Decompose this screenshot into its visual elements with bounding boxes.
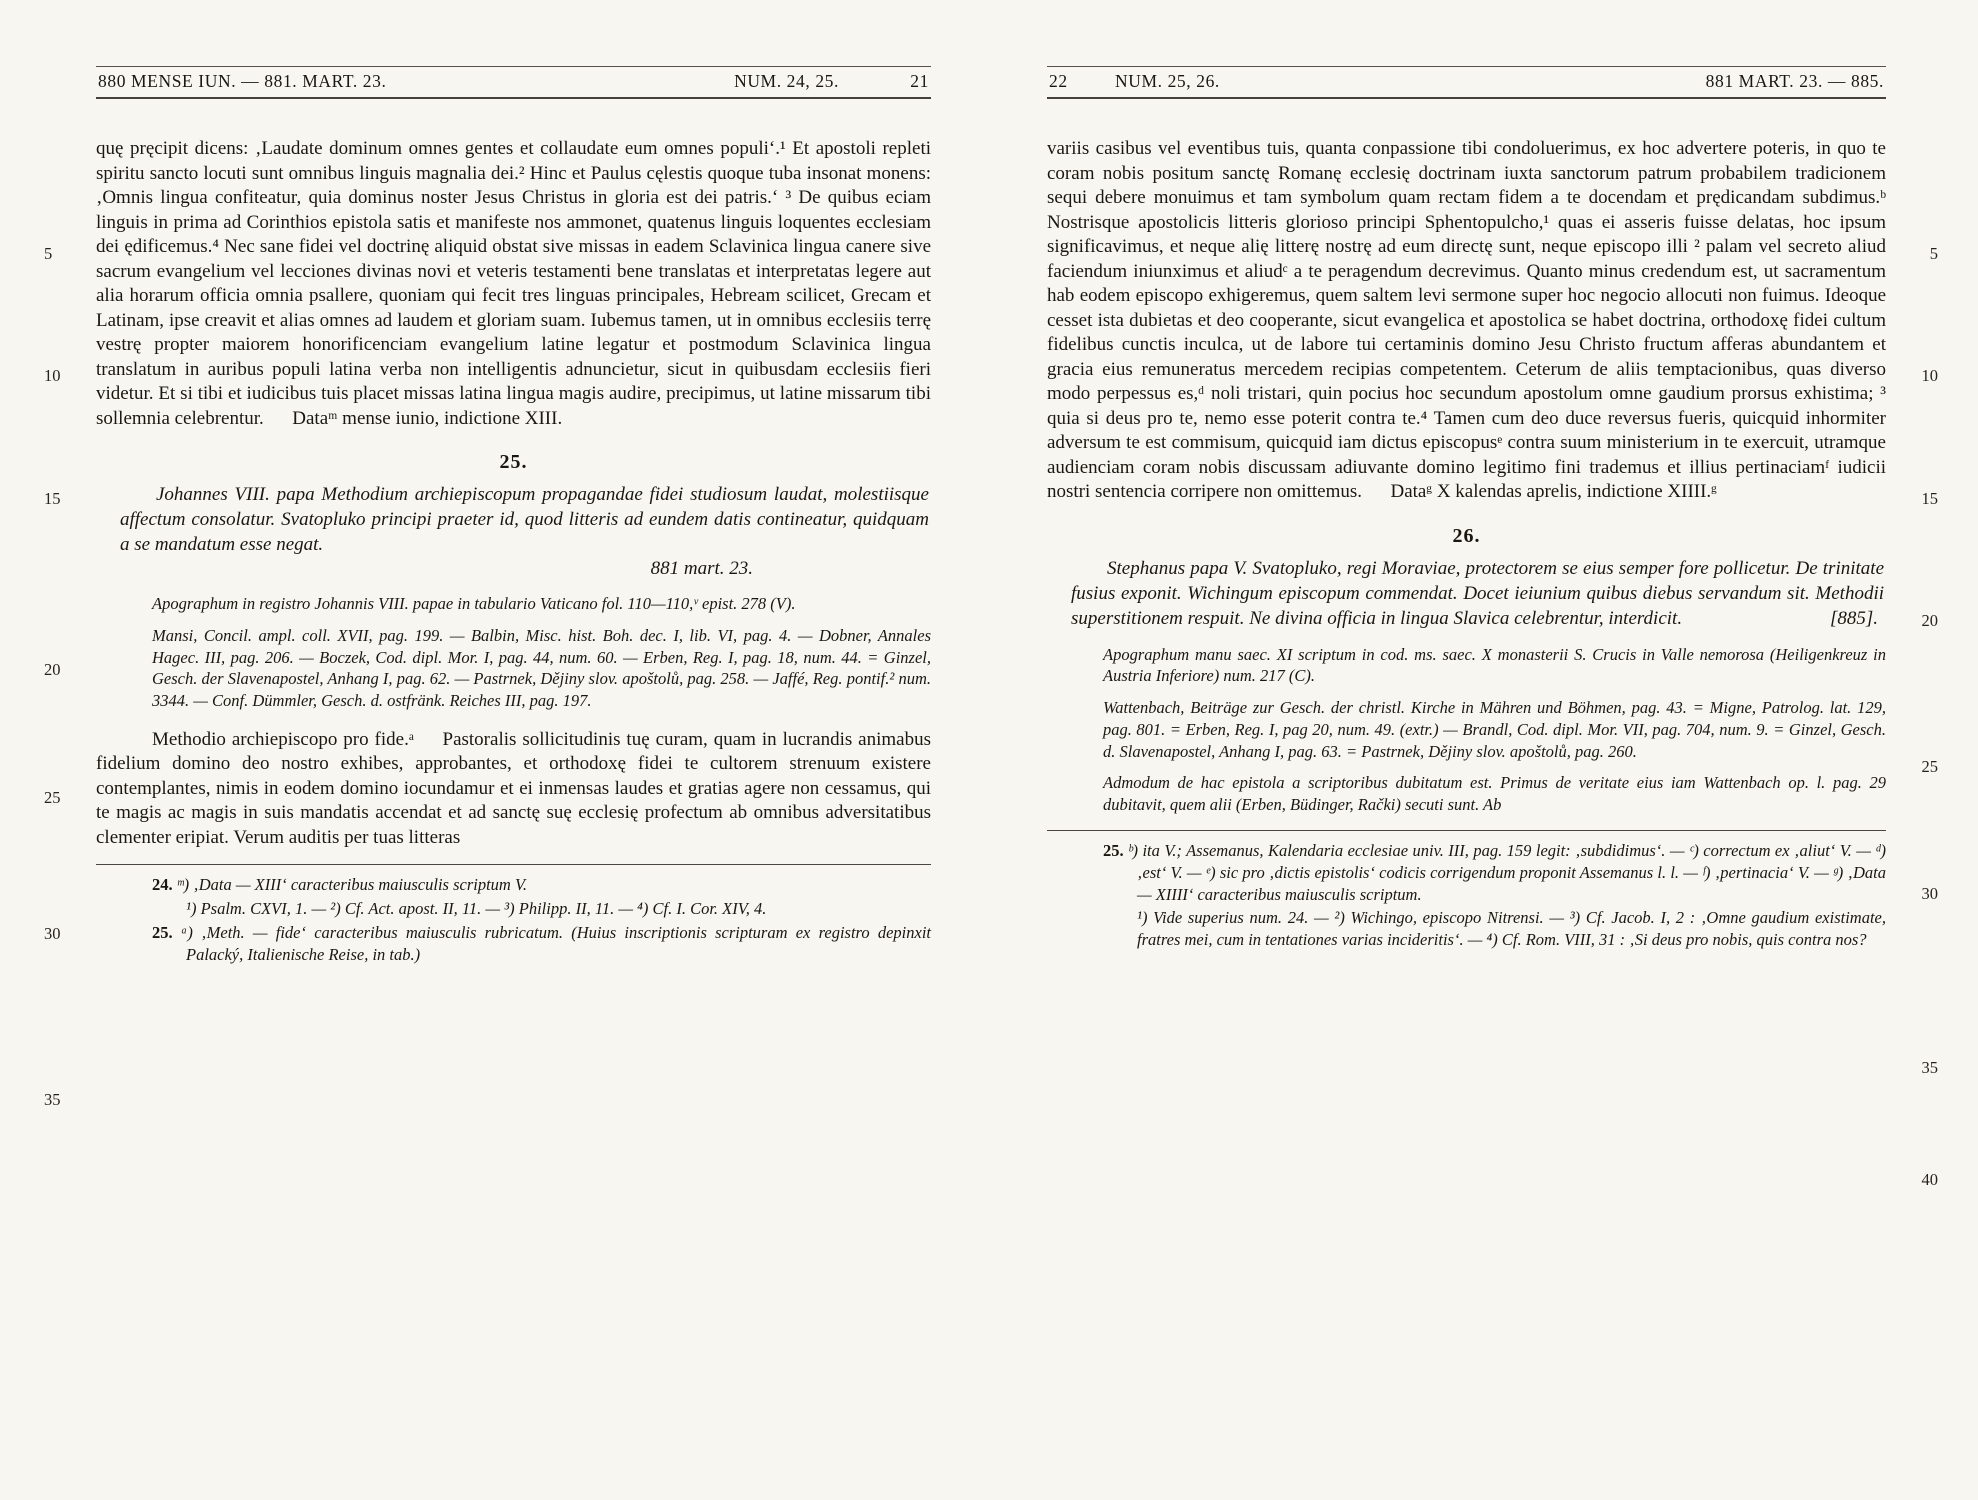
line-number: 30 (1921, 884, 1938, 903)
line-number: 30 (44, 924, 61, 943)
footnote (1103, 907, 1886, 951)
document-25-body-continued: variis casibus vel eventibus tuis, quanta conpassione tibi condoluerimus, ex hoc advertere poteris, in quo te coram nobis positum sanctę Romanę ecclesię doctrinam iuxta sanctorum patrum probabilem tradicionem sequi debere monuimus et tam symbolum quam rectam fidem a te docendam et prędicandam subdimus.ᵇ Nostrisque apostolicis litteris glorioso principi Sphentopulcho,¹ quas ei asseris fuisse delatas, hoc ipsum significavimus, et neque alię litterę nostrę ad eum directę sunt, neque episcopo illi ² palam vel secreto aliud faciendum iniunximus et aliudᶜ a te peragendum decrevimus. Quanto minus credendum est, ut sacramentum hab eodem episcopo exhigeremus, quem saltem levi sermone super hoc negocio allocuti non fuimus. Ideoque cesset ista dubietas et deo cooperante, sicut evangelica et apostolica se habet doctrina, orthodoxę fidei cultum fidelibus cunctis inculca, ut de labore tui certaminis domino Jesu Christo fructum afferas abundantem et gracia eius remuneratus mercedem recipias competentem. Ceterum de aliis temptacionibus, quas diverso modo perpessus es,ᵈ noli tristari, quin pocius hoc secundum apostolum omne gaudium prorsus exhistima; ³ quia si deus pro te, nemo esse poterit contra te.⁴ Tamen cum deo duce reversus fueris, quicquid inhormiter adversum te est commisum, quicquid iam dictus episcopusᵉ contra suum ministerium in te exercuit, utramque audienciam coram nobis discussam adiuvante domino legitimo fini trademus et illius pertinaciamᶠ iudicii nostri sentencia corripere non omittemus. Dataᵍ X kalendas aprelis, indictione XIIII.ᵍ (1047, 138, 1886, 502)
footnote-text: ᵇ) ita V.; Assemanus, Kalendaria ecclesiae univ. III, pag. 159 legit: ‚subdidimus‘. — ᶜ) correctum ex ‚aliut‘ V. — ᵈ) ‚est‘ V. — ᵉ) sic pro ‚dictis epistolis‘ codicis corrigendum proponit Assemanus l. l. — ᶠ) ‚pertinacia‘ V. — ᵍ) ‚Data — XIIII‘ caracteribus maiusculis scriptum. (1123, 841, 1886, 904)
running-head-nums: NUM. 25, 26. (1115, 71, 1220, 91)
apparatus-source: Apographum in registro Johannis VIII. papae in tabulario Vaticano fol. 110—110,ᵛ epist. 278 (V). (152, 594, 796, 613)
document-24-body: quę pręcipit dicens: ‚Laudate dominum omnes gentes et collaudate eum omnes populi‘.¹ Et apostoli repleti spiritu sancto locuti sunt omnibus linguis magnalia dei.² Hinc et Paulus cęlestis quoque tuba insonat monens: ‚Omnis lingua confiteatur, quia dominus noster Jesus Christus in gloria est dei patris.‘ ³ De quibus eciam linguis in prima ad Corinthios epistola satis et manifeste nos ammonet, quatenus linguis loquentes ecclesiam dei ędificemus.⁴ Nec sane fidei vel doctrinę aliquid obstat sive missas in eadem Sclavinica lingua canere sive sacrum evangelium vel lecciones divinas novi et veteris testamenti bene translatas et interpretatas legere aut alia horarum officia omnia psallere, quoniam qui fecit tres linguas principales, Hebream scilicet, Grecam et Latinam, ipse creavit et alias omnes ad laudem et gloriam suam. Iubemus tamen, ut in omnibus ecclesiis terrę vestrę propter maiorem honorificenciam evangelium latine legatur et postmodum Sclavinica lingua translatum in auribus populi latina verba non intelligentis adnuncietur, sicut in quibusdam ecclesiis fieri videtur. Et si tibi et iudicibus tuis placet missas latina lingua magis audire, precipimus, ut latine missarum tibi sollemnia celebrentur. Dataᵐ mense iunio, indictione XIII. (96, 138, 931, 429)
apparatus-note: Admodum de hac epistola a scriptoribus dubitatum est. Primus de veritate eius iam Wattenbach op. l. pag. 29 dubitavit, quem alii (Erben, Büdinger, Rački) secuti sunt. Ab (1103, 773, 1886, 815)
apparatus-editions: Wattenbach, Beiträge zur Gesch. der christl. Kirche in Mähren und Böhmen, pag. 43. = Migne, Patrolog. lat. 129, pag. 801. = Erben, Reg. I, pag 20, num. 49. (extr.) — Brandl, Cod. dipl. Mor. VII, pag. 704, num. 9. = Ginzel, Gesch. d. Slavenapostel, Anhang I, pag. 63. = Pastrnek, Dějiny slov. apoštolů, pag. 260. (1103, 698, 1886, 761)
footnote-text: ᵐ) ‚Data — XIII‘ caracteribus maiusculis scriptum V. (172, 875, 528, 895)
line-number: 25 (1921, 757, 1938, 776)
document-25-body: Methodio archiepiscopo pro fide.ᵃ Pastoralis sollicitudinis tuę curam, quam in lucrandis animabus fidelium domino deo nostro exhibes, approbantes, et orthodoxę fidei te cultorem strenuum existere contemplantes, nimis in eodem domino iocundamur et ei inmensas laudes et gratias agere non cessamus, qui te magis ac magis in suis mandatis accendat et ad sanctę suę ecclesię profectum ab omnibus adversitatibus clementer eripiat. Verum auditis per tuas litteras (96, 728, 931, 848)
footnote-text: ¹) Psalm. CXVI, 1. — ²) Cf. Act. apost. II, 11. — ³) Philipp. II, 11. — ⁴) Cf. I. Cor. XIV, 4. (186, 899, 767, 919)
footnote-number: 24. (152, 875, 173, 895)
footnote-number: 25. (1103, 841, 1124, 861)
section-number-25: 25. (499, 451, 528, 473)
footnote-rule (1047, 830, 1886, 831)
summary-text: Stephanus papa V. Svatopluko, regi Moraviae, protectorem se eius semper fore pollicetur. De trinitate fusius exponit. Wichingum episcopum commendat. Docet ieiunium quibus diebus servandum sit. Methodii superstitionem respuit. Ne divina officia in lingua Slavica celebrentur, interdicit. (1071, 557, 1884, 629)
line-number: 10 (44, 366, 61, 385)
document-26-summary (1071, 556, 1884, 631)
footnote (1103, 840, 1886, 905)
footnotes (152, 874, 931, 965)
footnotes (1103, 840, 1886, 951)
line-number: 20 (44, 660, 61, 679)
page-right (989, 0, 1978, 1500)
footnote-number: 25. (152, 923, 173, 943)
line-number: 15 (44, 489, 61, 508)
document-25-summary: Johannes VIII. papa Methodium archiepiscopum propagandae fidei studiosum laudat, molestiisque affectum consolatur. Svatopluko principi praeter id, quod litteris ad eundem datis contineatur, quidquam a se mandatum esse negat. (120, 484, 929, 555)
document-25-date: 881 mart. 23. (650, 558, 753, 579)
line-number: 10 (1921, 366, 1938, 385)
running-head-dates: 881 MART. 23. — 885. (1705, 71, 1884, 91)
header-rule-bottom (96, 97, 931, 99)
footnote (152, 874, 931, 896)
running-head-dates: 880 MENSE IUN. — 881. MART. 23. (98, 71, 387, 91)
line-number: 15 (1921, 489, 1938, 508)
footnote (152, 898, 931, 920)
running-head (96, 67, 931, 97)
running-head-nums: NUM. 24, 25. (734, 71, 839, 91)
page-number: 22 (1049, 71, 1068, 91)
line-number: 40 (1921, 1170, 1938, 1189)
line-number: 20 (1921, 611, 1938, 630)
footnote (152, 922, 931, 966)
footnote-rule (96, 864, 931, 865)
line-number: 5 (44, 244, 53, 263)
page-left-content (96, 66, 931, 966)
page-right-content (1047, 66, 1886, 951)
document-26-date: [885]. (1829, 607, 1878, 629)
page-number: 21 (910, 71, 929, 91)
running-head (1047, 67, 1886, 97)
line-number: 25 (44, 788, 61, 807)
apparatus-source: Apographum manu saec. XI scriptum in cod. ms. saec. X monasterii S. Crucis in Valle nemorosa (Heiligenkreuz in Austria Inferiore) num. 217 (C). (1103, 644, 1886, 686)
footnote-text: ᵃ) ‚Meth. — fide‘ caracteribus maiusculis rubricatum. (Huius inscriptionis scripturam ex registro depinxit Palacký, Italienische Reise, in tab.) (172, 923, 931, 964)
footnote-text: ¹) Vide superius num. 24. — ²) Wichingo, episcopo Nitrensi. — ³) Cf. Jacob. I, 2 : ‚Omne gaudium existimate, fratres mei, cum in tentationes varias incideritis‘. — ⁴) Cf. Rom. VIII, 31 : ‚Si deus pro nobis, quis contra nos? (1137, 908, 1886, 950)
line-number: 35 (44, 1090, 61, 1109)
apparatus-editions: Mansi, Concil. ampl. coll. XVII, pag. 199. — Balbin, Misc. hist. Boh. dec. I, lib. VI, pag. 4. — Dobner, Annales Hagec. III, pag. 206. — Boczek, Cod. dipl. Mor. I, pag. 44, num. 60. — Erben, Reg. I, pag. 18, num. 44. = Ginzel, Gesch. der Slavenapostel, Anhang I, pag. 62. — Pastrnek, Dějiny slov. apoštolů, pag. 258. — Jaffé, Reg. pontif.² num. 3344. — Conf. Dümmler, Gesch. d. ostfränk. Reiches III, pag. 197. (152, 625, 931, 711)
line-number: 35 (1921, 1058, 1938, 1077)
line-number: 5 (1929, 244, 1938, 263)
header-rule-bottom (1047, 97, 1886, 99)
section-number-26: 26. (1452, 524, 1481, 547)
